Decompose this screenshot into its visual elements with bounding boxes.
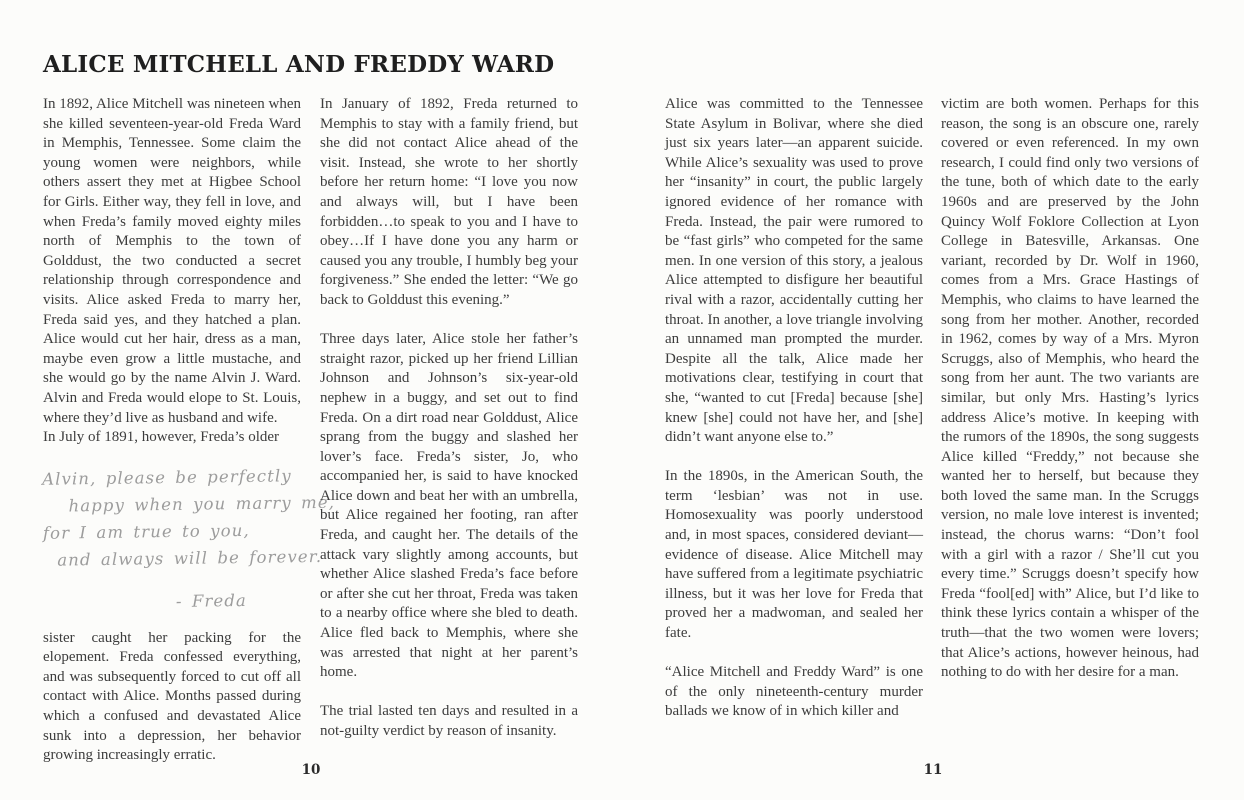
- handwritten-note-line: and always will be forever.: [57, 546, 323, 570]
- column-3: [665, 95, 923, 722]
- paragraph: Alice was committed to the Tennessee State Asylum in Bolivar, where she died just six years later—an apparent suicide. While Alice’s sexuality was used to prove her “insanity” in court, the public largely ignored evidence of her romance with Freda. Instead, the pair were rumored to be “fast girls” who competed for the same men. In one version of this story, a jealous Alice attempted to disfigure her beautiful rival with a razor, accidentally cutting her throat. In another, a love triangle involving an unnamed man prompted the murder. Despite all the talk, Alice made her motivations clear, testifying in court that she, “wanted to cut [Freda] because [she] knew [she] could not have her, and [she] didn’t want anyone else to.”: [665, 96, 923, 446]
- paragraph: Three days later, Alice stole her father’s straight razor, picked up her friend Lillian Johnson and Johnson’s six-year-old nephew in a buggy, and set out to find Freda. On a dirt road near Golddust, Alice sprang from the buggy and slashed her lover’s face. Freda’s sister, Jo, who accompanied her, is said to have knocked Alice down and beat her with an umbrella, but Alice regained her footing, ran after Freda, and caught her. The details of the attack vary slightly among accounts, but whether Alice slashed Freda’s face before or after she cut her throat, Freda was taken to a nearby office where she bled to death. Alice fled back to Memphis, where she was arrested that night at her parent’s home.: [320, 331, 578, 681]
- column-2: [320, 95, 578, 742]
- paragraph: The trial lasted ten days and resulted in a not-guilty verdict by reason of insanity.: [320, 703, 578, 739]
- paragraph: In July of 1891, however, Freda’s older: [43, 429, 280, 446]
- column-1: [42, 95, 336, 766]
- page-number-right: 11: [923, 762, 943, 778]
- paragraph: victim are both women. Perhaps for this reason, the song is an obscure one, rarely covered or even referenced. In my own research, I could find only two versions of the tune, both of which date to the early 1960s and are preserved by the John Quincy Wolf Foklore Collection at Lyon College in Batesville, Arkansas. One variant, recorded by Dr. Wolf in 1960, comes from a Mrs. Grace Hastings of Memphis, who claims to have learned the song from her mother. Another, recorded in 1962, comes by way of a Mrs. Myron Scruggs, also of Memphis, who heard the song from her aunt. The two variants are similar, but only Mrs. Hasting’s lyrics address Alice’s motive. In keeping with the rumors of the 1890s, the song suggests Alice killed “Freddy,” not because she wanted her to herself, but because they both loved the same man. In the Scruggs version, no male love interest is invented; instead, the chorus warns: “Don’t fool with a girl with a razor / She’ll cut you every time.” Scruggs doesn’t specify how Freda “fool[ed] with” Alice, but I’d like to think these lyrics contain a whisper of the truth—that the two women were lovers; that Alice’s actions, however heinous, had nothing to do with her desire for a man.: [941, 96, 1199, 681]
- handwritten-note-line: for I am true to you,: [42, 520, 250, 543]
- paragraph: “Alice Mitchell and Freddy Ward” is one of the only nineteenth-century murder ballads we know of in which killer and: [665, 664, 923, 720]
- paragraph: In January of 1892, Freda returned to Memphis to stay with a family friend, but she did not contact Alice ahead of the visit. Instead, she wrote to her shortly before her return home: “I love you now and always will, but I have been forbidden…to speak to you and I have to obey…If I have done you any harm or caused you any trouble, I humbly beg your forgiveness.” She ended the letter: “We go back to Golddust this evening.”: [320, 96, 578, 308]
- paragraph: In the 1890s, in the American South, the term ‘lesbian’ was not in use. Homosexuality was poorly understood and, in most spaces, considered deviant—evidence of disease. Alice Mitchell may have suffered from a legitimate psychiatric illness, but it was her love for Freda that proved her a madwoman, and sealed her fate.: [665, 468, 923, 642]
- handwritten-note-line: happy when you marry me,: [68, 492, 336, 516]
- paragraph: In 1892, Alice Mitchell was nineteen when she killed seventeen-year-old Freda Ward in Memphis, Tennessee. Some claim the young women were neighbors, while others assert they met at Higbee School for Girls. Either way, they fell in love, and when Freda’s family moved eighty miles north of Memphis to the town of Golddust, the two conducted a secret relationship through correspondence and visits. Alice asked Freda to marry her, Freda said yes, and they hatched a plan. Alice would cut her hair, dress as a man, maybe even grow a little mustache, and she would go by the name Alvin J. Ward. Alvin and Freda would elope to St. Louis, where they’d live as husband and wife.: [43, 96, 301, 426]
- handwritten-note-line: Alvin, please be perfectly: [42, 466, 292, 489]
- paragraph: sister caught her packing for the elopement. Freda confessed everything, and was subsequently forced to cut off all contact with Alice. Months passed during which a confused and devastated Alice sunk into a depression, her behavior growing increasingly erratic.: [43, 629, 301, 764]
- page-title: ALICE MITCHELL AND FREDDY WARD: [43, 51, 555, 79]
- column-4: [941, 95, 1199, 683]
- handwritten-note-signature: - Freda: [175, 590, 248, 611]
- page-number-left: 10: [301, 762, 321, 778]
- handwritten-note: [42, 462, 336, 617]
